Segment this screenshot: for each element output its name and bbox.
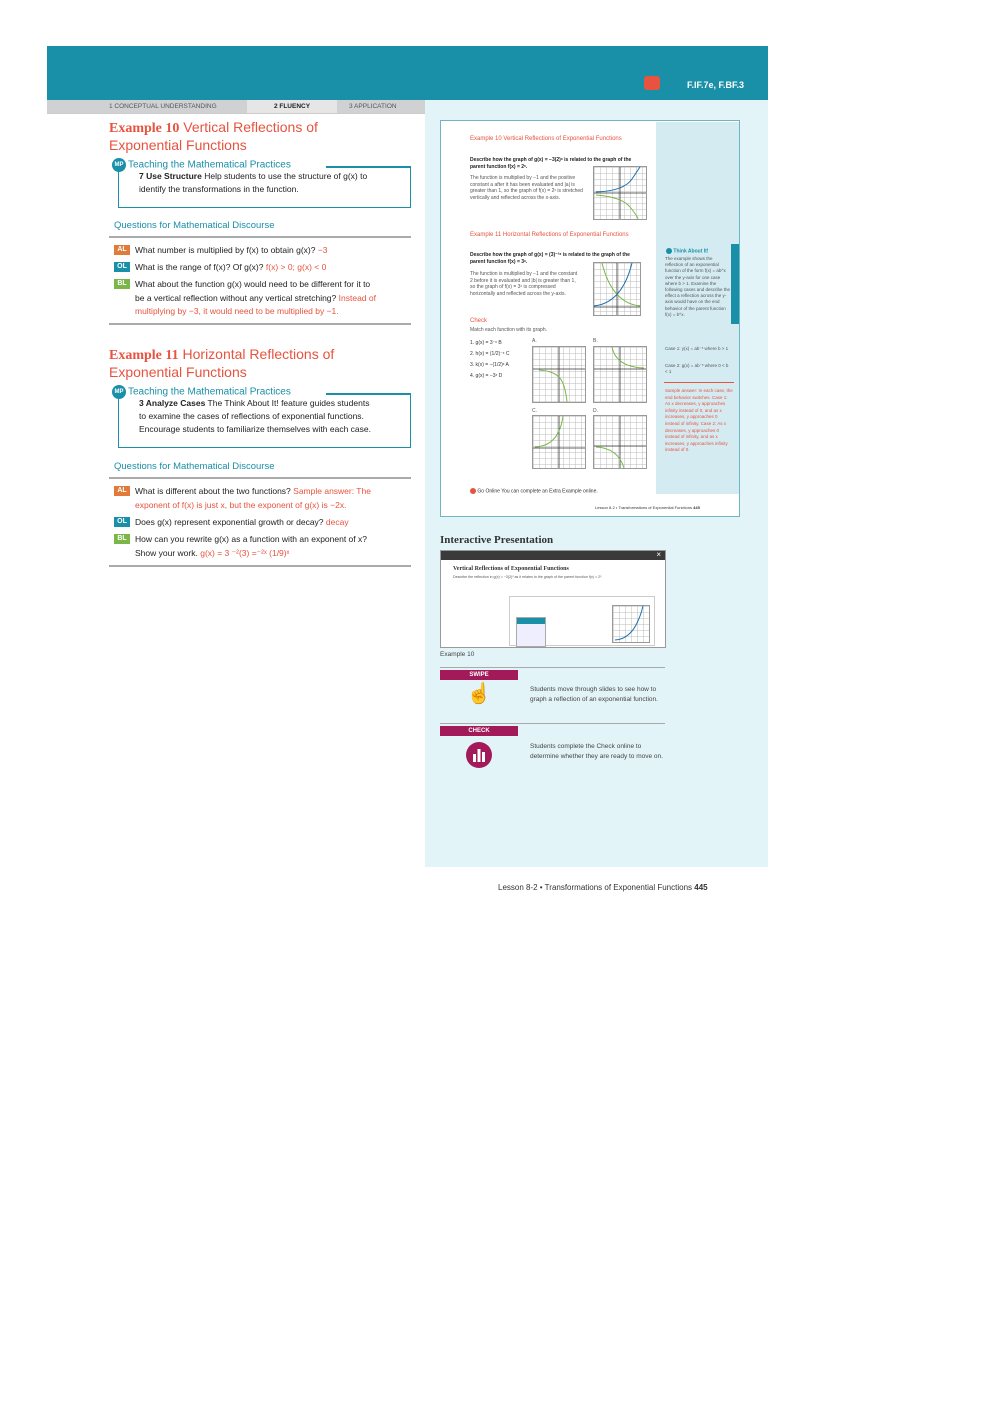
- sp-ex11-prompt: Describe how the graph of g(x) = (3)⁻²ˣ is related to the graph of the parent function f(x) = 3ˣ.: [470, 252, 630, 265]
- divider: [440, 723, 665, 724]
- interactive-screen[interactable]: [440, 550, 666, 648]
- swipe-hand-icon: ☝: [466, 683, 492, 705]
- question-ol: OL Does g(x) represent exponential growth or decay? decay: [114, 516, 412, 530]
- think-body: The example shows the reflection of an exponential function of the form f(x) = ab^x over the y-axis for one case where b > 1. Examine the following cases and describe the effect a reflection across the y-axis would have on the end behavior of the parent function f(x) = b^x.: [665, 256, 731, 317]
- graph-label-d: D.: [593, 408, 598, 414]
- close-icon[interactable]: ×: [656, 550, 661, 559]
- example11-mp-heading: MP Teaching the Mathematical Practices: [112, 385, 412, 399]
- go-online-icon: [470, 488, 476, 494]
- sp-ex10-title: Example 10 Vertical Reflections of Exponential Functions: [470, 136, 622, 142]
- check-graph-d: [593, 415, 647, 469]
- screen-content: [509, 596, 655, 646]
- swipe-text: Students move through slides to see how to graph a reflection of an exponential function.: [530, 686, 658, 703]
- think-case1: Case 1: y(x) = ab⁻ˣ where b > 1: [665, 346, 729, 351]
- level-tabs: [47, 100, 425, 113]
- level-badge-bl: BL: [114, 279, 130, 289]
- sp-check-label: Check: [470, 318, 488, 324]
- example11-heading: [109, 346, 409, 381]
- example10-number: Example 10: [109, 121, 180, 136]
- think-divider: [664, 382, 734, 383]
- sidebar-scroll-accent: [731, 244, 739, 324]
- sp-ex11-body: The function is multiplied by −1 and the constant 2 before it is evaluated and |b| is greater than 1, so the graph of f(x) = 3ˣ is compressed horizontally and reflected across the y-axis.: [470, 271, 578, 297]
- think-case2: Case 2: g(x) = ab⁻ˣ where 0 < b < 1: [665, 363, 729, 374]
- interactive-caption: Example 10: [440, 651, 475, 658]
- check-graph-d-curve: [594, 416, 646, 468]
- example11-questions-heading: Questions for Mathematical Discourse: [114, 461, 275, 472]
- example11-number: Example 11: [109, 348, 179, 363]
- example11-title-1: Horizontal Reflections of: [182, 346, 335, 362]
- example11-mp-box: 3 Analyze Cases The Think About It! feature guides students to examine the cases of reflections of exponential functions. Encourage students to familiarize themselves with each case.: [118, 393, 411, 448]
- example10-mp-heading: MP Teaching the Mathematical Practices: [112, 158, 412, 172]
- rule: [109, 565, 411, 567]
- sp-check-prompt: Match each function with its graph.: [470, 327, 547, 333]
- standards-label: F.IF.7e, F.BF.3: [686, 80, 744, 90]
- level-badge-ol: OL: [114, 262, 130, 272]
- swipe-label: SWIPE: [440, 670, 518, 680]
- graph-label-a: A.: [532, 338, 537, 344]
- bar-chart-glyph: [466, 742, 492, 768]
- screen-subtitle: Describe the reflection in g(x) = −3(2)ˣ as it relates to the graph of the parent function f(x) = 2ˣ.: [453, 575, 603, 579]
- tab-conceptual[interactable]: 1 CONCEPTUAL UNDERSTANDING: [109, 103, 217, 110]
- example11-title-2: Exponential Functions: [109, 364, 247, 380]
- check-graph-b: [593, 346, 647, 403]
- rule: [109, 323, 411, 325]
- sp-ex10-body: The function is multiplied by −1 and the positive constant a after it has been evaluated and |a| is greater than 1, so the graph of f(x) = 2ˣ is stretched vertically and reflected across the x-axis.: [470, 175, 583, 201]
- think-title: Think About It!: [666, 248, 708, 254]
- sp-footer: Lesson 8-2 • Transformations of Exponential Functions 445: [595, 505, 700, 510]
- table-header: [517, 618, 545, 624]
- page-number: 445: [694, 883, 708, 892]
- sp-ex11-title: Example 11 Horizontal Reflections of Exponential Functions: [470, 232, 629, 238]
- check-graph-c-curve: [533, 416, 585, 468]
- header-banner: [47, 46, 768, 100]
- example10-questions-heading: Questions for Mathematical Discourse: [114, 220, 275, 231]
- sp-ex10-graph: [593, 166, 647, 220]
- tab-fluency[interactable]: 2 FLUENCY: [247, 100, 337, 113]
- rule: [109, 236, 411, 238]
- page-footer: Lesson 8-2 • Transformations of Exponential Functions 445: [498, 883, 708, 892]
- sp-ex11-curves: [594, 263, 640, 315]
- sp-ex11-graph: [593, 262, 641, 316]
- graph-label-c: C.: [532, 408, 537, 414]
- sp-ex10-prompt: Describe how the graph of g(x) = −3(2)ˣ is related to the graph of the parent function f(x) = 2ˣ.: [470, 157, 632, 170]
- graph-label-b: B.: [593, 338, 598, 344]
- question-bl: BL What about the function g(x) would need to be different for it to be a vertical reflection without any vertical stretching? Instead of multiplying by −3, it would need to be multiplied by −1.: [114, 278, 412, 319]
- tab-application[interactable]: 3 APPLICATION: [349, 103, 397, 110]
- level-badge-bl: BL: [114, 534, 130, 544]
- sp-check-items: 1. g(x) = 3⁻ˣ B 2. h(x) = (1/2)⁻ˣ C 3. k(x) = −(1/2)ˣ A 4. g(x) = −3ˣ D: [470, 340, 510, 379]
- example10-heading: [109, 119, 409, 154]
- bar-chart-icon: [466, 742, 492, 768]
- example10-title-1: Vertical Reflections of: [183, 119, 318, 135]
- screen-title: Vertical Reflections of Exponential Functions: [453, 566, 569, 572]
- tab-divider: [47, 113, 425, 114]
- divider: [440, 667, 665, 668]
- question-al: AL What number is multiplied by f(x) to obtain g(x)? −3: [114, 244, 412, 258]
- standards-icon: [644, 76, 660, 90]
- sp-go-online[interactable]: Go Online You can complete an Extra Example online.: [470, 488, 598, 495]
- check-graph-a-curve: [533, 347, 585, 402]
- level-badge-ol: OL: [114, 517, 130, 527]
- screen-graph-curve: [613, 606, 649, 642]
- rule: [109, 477, 411, 479]
- example10-mp-box: 7 Use Structure Help students to use the structure of g(x) to identify the transformations in the function.: [118, 166, 411, 208]
- question-al: AL What is different about the two functions? Sample answer: The exponent of f(x) is just x, but the exponent of g(x) is −2x.: [114, 485, 412, 512]
- lightbulb-icon: [666, 248, 672, 254]
- screen-titlebar: [441, 551, 665, 560]
- question-bl: BL How can you rewrite g(x) as a function with an exponent of x? Show your work. g(x) = 3 ⁻²(3) =⁻²ˣ (1/9)ˣ: [114, 533, 412, 560]
- question-ol: OL What is the range of f(x)? Of g(x)? f(x) > 0; g(x) < 0: [114, 261, 412, 275]
- check-graph-b-curve: [594, 347, 646, 402]
- screen-graph: [612, 605, 650, 643]
- sp-ex10-curves: [594, 167, 646, 219]
- mp-icon: MP: [112, 385, 126, 399]
- level-badge-al: AL: [114, 486, 130, 496]
- mp-icon: MP: [112, 158, 126, 172]
- example10-title-2: Exponential Functions: [109, 137, 247, 153]
- check-graph-a: [532, 346, 586, 403]
- interactive-heading: Interactive Presentation: [440, 534, 554, 546]
- think-answer: Sample answer: In each case, the end behavior switches. Case 1: As x decreases, y approaches infinity instead of 0, and as x increases, y approaches 0 instead of infinity. Case 2: As x decreases, y approaches 0 instead of infinity, and as x increases, y approaches infinity instead of 0.: [665, 388, 733, 453]
- xy-table: [516, 617, 546, 647]
- check-graph-c: [532, 415, 586, 469]
- check-text: Students complete the Check online to determine whether they are ready to move on.: [530, 743, 663, 760]
- level-badge-al: AL: [114, 245, 130, 255]
- check-label: CHECK: [440, 726, 518, 736]
